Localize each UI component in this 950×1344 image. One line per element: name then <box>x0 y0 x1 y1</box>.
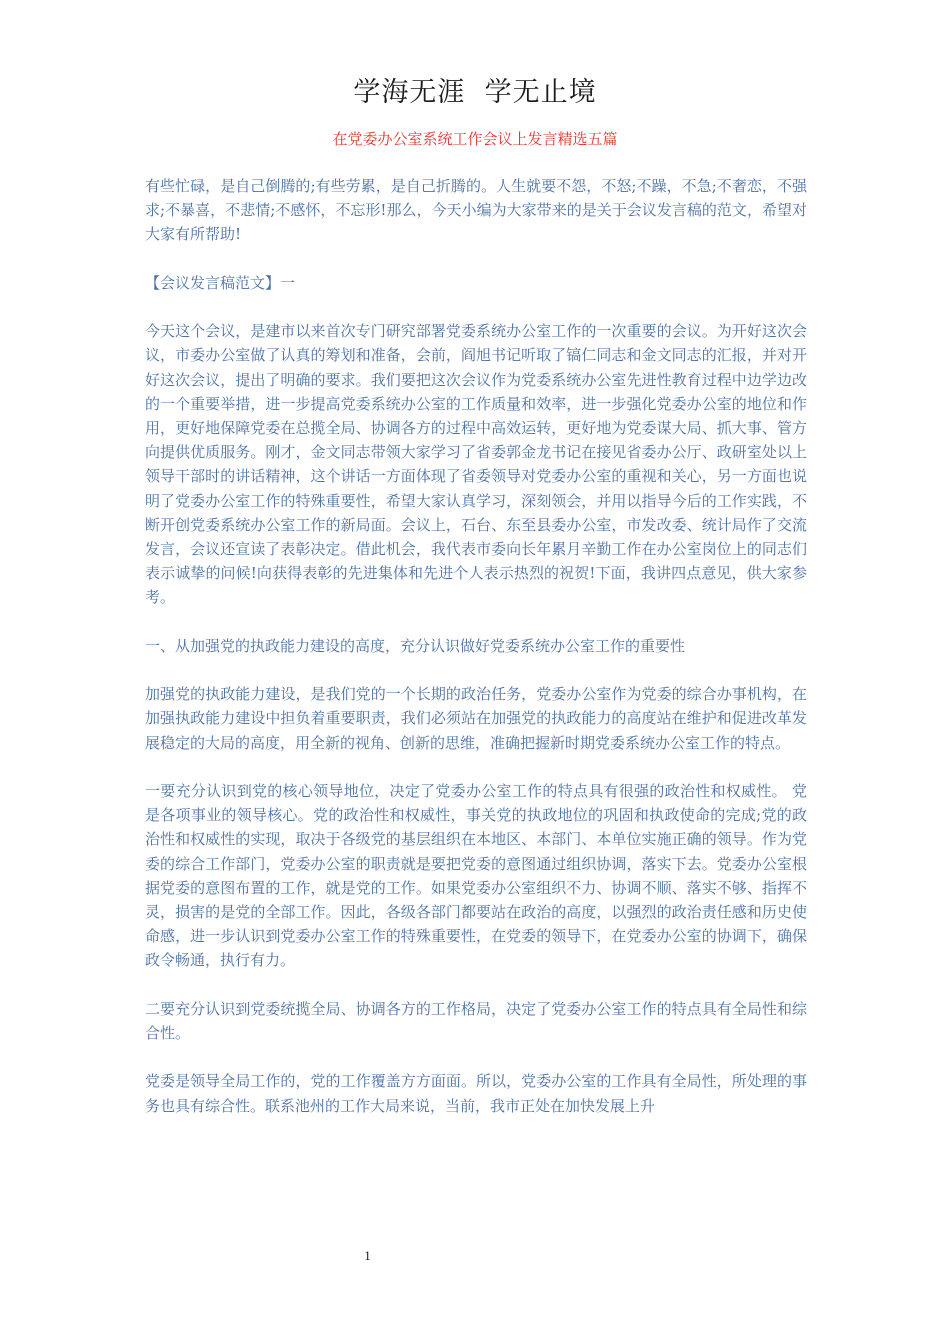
intro-paragraph: 有些忙碌，是自己倒腾的;有些劳累，是自己折腾的。人生就要不怨，不怒;不躁，不急;不奢恋，不强求;不暴喜，不悲情;不感怀，不忘形!那么，今天小编为大家带来的是关于会议发言稿的范文，希望对大家有所帮助! <box>145 177 807 244</box>
document-body <box>145 174 807 1142</box>
body-paragraph: 一要充分认识到党的核心领导地位，决定了党委办公室工作的特点具有很强的政治性和权威性。 党是各项事业的领导核心。党的政治性和权威性，事关党的执政地位的巩固和执政使命的完成;党的政治性和权威性的实现，取决于各级党的基层组织在本地区、本部门、本单位实施正确的领导。作为党委的综合工作部门，党委办公室的职责就是要把党委的意图通过组织协调，落实下去。党委办公室根据党委的意图布置的工作，就是党的工作。如果党委办公室组织不力、协调不顺、落实不够、指挥不灵，损害的是党的全部工作。因此，各级各部门都要站在政治的高度，以强烈的政治责任感和历史使命感，进一步认识到党委办公室工作的特殊重要性，在党委的领导下，在党委办公室的协调下，确保政令畅通，执行有力。 <box>145 782 807 970</box>
body-paragraph: 今天这个会议，是建市以来首次专门研究部署党委系统办公室工作的一次重要的会议。为开好这次会议，市委办公室做了认真的筹划和准备，会前，阎旭书记听取了镐仁同志和金文同志的汇报，并对开好这次会议，提出了明确的要求。我们要把这次会议作为党委系统办公室先进性教育过程中边学边改的一个重要举措，进一步提高党委系统办公室的工作质量和效率，进一步强化党委办公室的地位和作用，更好地保障党委在总揽全局、协调各方的过程中高效运转，更好地为党委谋大局、抓大事、管方向提供优质服务。刚才，金文同志带领大家学习了省委郭金龙书记在接见省委办公厅、政研室处以上领导干部时的讲话精神，这个讲话一方面体现了省委领导对党委办公室的重视和关心，另一方面也说明了党委办公室工作的特殊重要性，希望大家认真学习，深刻领会，并用以指导今后的工作实践，不断开创党委系统办公室工作的新局面。会议上，石台、东至县委办公室，市发改委、统计局作了交流发言，会议还宣读了表彰决定。借此机会，我代表市委向长年累月辛勤工作在办公室岗位上的同志们表示诚挚的问候!向获得表彰的先进集体和先进个人表示热烈的祝贺!下面，我讲四点意见，供大家参考。 <box>145 322 807 607</box>
body-paragraph: 二要充分认识到党委统揽全局、协调各方的工作格局，决定了党委办公室工作的特点具有全局性和综合性。 <box>145 999 807 1043</box>
section-heading-sample-one: 【会议发言稿范文】一 <box>145 273 296 292</box>
body-paragraph: 加强党的执政能力建设，是我们党的一个长期的政治任务，党委办公室作为党委的综合办事机构，在加强执政能力建设中担负着重要职责，我们必须站在加强党的执政能力的高度站在维护和促进改革发展稳定的大局的高度，用全新的视角、创新的思维，准确把握新时期党委系统办公室工作的特点。 <box>145 685 807 752</box>
section-heading-one: 一、从加强党的执政能力建设的高度，充分认识做好党委系统办公室工作的重要性 <box>145 636 686 655</box>
document-title: 在党委办公室系统工作会议上发言精选五篇 <box>332 130 618 148</box>
page-number: 1 <box>364 1248 371 1263</box>
page-header-title: 学海无涯 学无止境 <box>353 77 597 108</box>
body-paragraph: 党委是领导全局工作的，党的工作覆盖方方面面。所以，党委办公室的工作具有全局性，所处理的事务也具有综合性。联系池州的工作大局来说，当前，我市正处在加快发展上升 <box>145 1072 807 1115</box>
